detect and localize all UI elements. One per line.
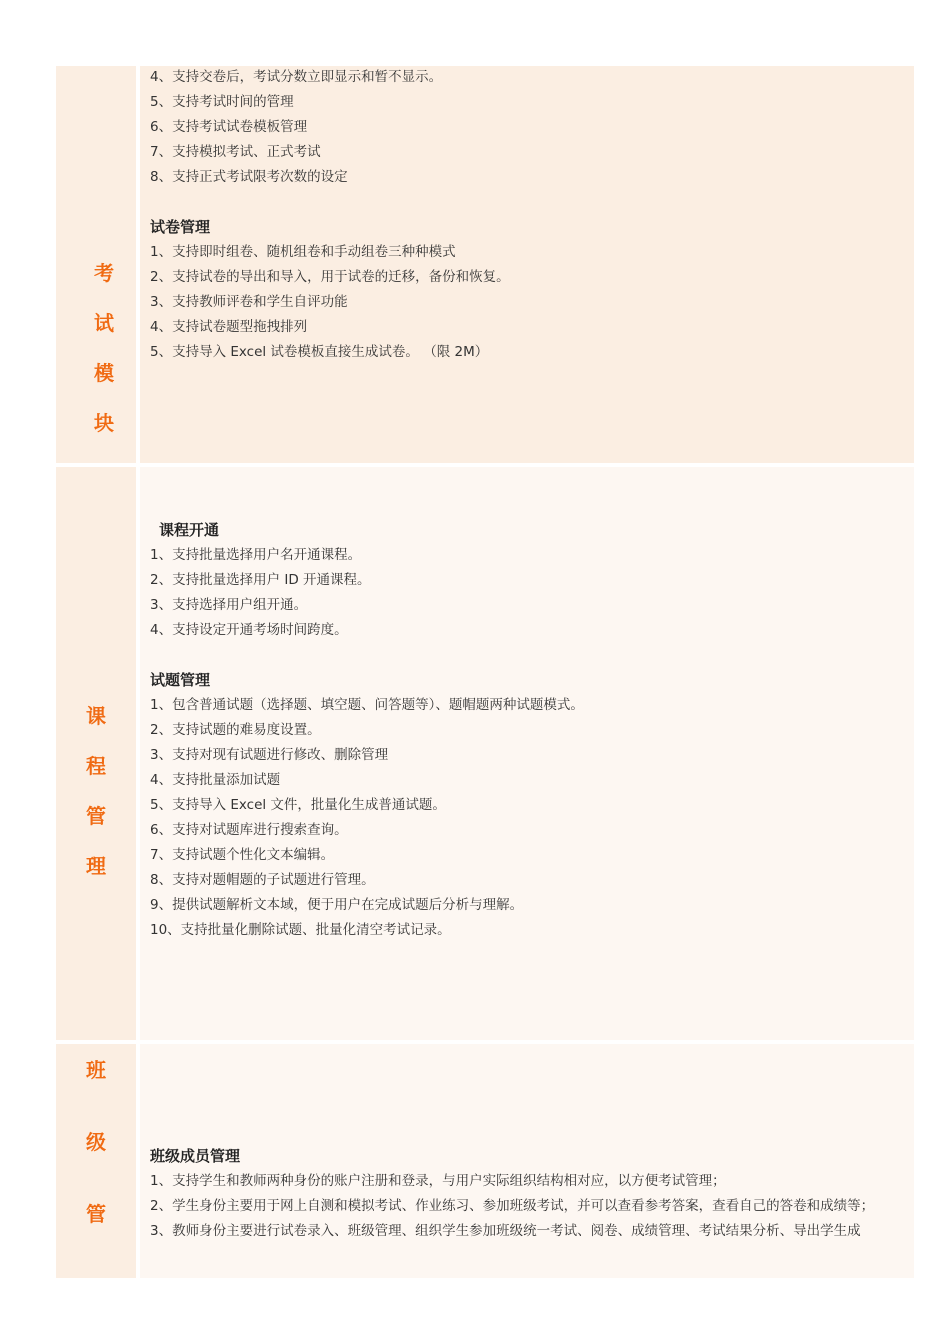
course-management-content: [140, 467, 914, 1040]
list-item: 7、支持模拟考试、正式考试: [150, 144, 321, 160]
class-management-label-char: 班: [86, 1058, 106, 1082]
list-item: 1、包含普通试题（选择题、填空题、问答题等）、题帽题两种试题模式。: [150, 697, 584, 713]
list-item: 4、支持试卷题型拖拽排列: [150, 319, 308, 335]
exam-module-label-char: 考: [94, 261, 114, 285]
class-member-management-heading: 班级成员管理: [150, 1147, 241, 1165]
class-management-label-char: 管: [86, 1202, 106, 1226]
list-item: 5、支持考试时间的管理: [150, 94, 294, 110]
list-item: 1、支持批量选择用户名开通课程。: [150, 547, 362, 563]
list-item: 4、支持设定开通考场时间跨度。: [150, 622, 348, 638]
exam-module-label-char: 模: [94, 361, 114, 385]
course-management-label-char: 课: [86, 704, 106, 728]
list-item: 4、支持批量添加试题: [150, 772, 281, 788]
course-management-list: [150, 518, 906, 943]
course-management-label-char: 程: [86, 754, 106, 778]
list-item: 2、学生身份主要用于网上自测和模拟考试、作业练习、参加班级考试，并可以查看参考答案，查看自己的答卷和成绩等；: [150, 1198, 875, 1214]
list-item: 7、支持试题个性化文本编辑。: [150, 847, 335, 863]
exam-module-label-char: 块: [94, 411, 114, 435]
class-member-list: [150, 1144, 906, 1244]
list-item: 3、支持选择用户组开通。: [150, 597, 308, 613]
course-management-label-char: 理: [86, 854, 106, 878]
question-management-heading: 试题管理: [150, 671, 211, 689]
list-item: 1、支持即时组卷、随机组卷和手动组卷三种种模式: [150, 244, 456, 260]
list-item: 8、支持对题帽题的子试题进行管理。: [150, 872, 375, 888]
course-management-label-char: 管: [86, 804, 106, 828]
list-item: 2、支持试卷的导出和导入，用于试卷的迁移，备份和恢复。: [150, 269, 510, 285]
list-item: 1、支持学生和教师两种身份的账户注册和登录，与用户实际组织结构相对应，以方便考试管理；: [150, 1173, 726, 1189]
list-item: 8、支持正式考试限考次数的设定: [150, 169, 348, 185]
list-item: 3、教师身份主要进行试卷录入、班级管理、组织学生参加班级统一考试、阅卷、成绩管理、考试结果分析、导出学生成: [150, 1223, 861, 1239]
exam-module-label-char: 试: [94, 311, 114, 335]
list-item: 4、支持交卷后，考试分数立即显示和暂不显示。: [150, 69, 443, 85]
class-management-label-char: 级: [86, 1130, 106, 1154]
list-item: 10、支持批量化删除试题、批量化清空考试记录。: [150, 922, 451, 938]
course-activation-heading: 课程开通: [159, 521, 220, 539]
class-management-label-cell: [56, 1044, 136, 1278]
exam-module-content: [140, 66, 914, 463]
paper-management-heading: 试卷管理: [150, 218, 211, 236]
exam-settings-list: [150, 65, 906, 365]
course-management-label-cell: [56, 467, 136, 1040]
exam-module-label-cell: [56, 66, 136, 463]
class-management-row: [56, 1044, 914, 1278]
list-item: 5、支持导入 Excel 试卷模板直接生成试卷。 （限 2M）: [150, 344, 489, 360]
list-item: 6、支持对试题库进行搜索查询。: [150, 822, 348, 838]
list-item: 9、提供试题解析文本域，便于用户在完成试题后分析与理解。: [150, 897, 524, 913]
list-item: 2、支持批量选择用户 ID 开通课程。: [150, 572, 371, 588]
list-item: 6、支持考试试卷模板管理: [150, 119, 308, 135]
list-item: 3、支持对现有试题进行修改、删除管理: [150, 747, 389, 763]
class-management-content: [140, 1044, 914, 1278]
list-item: 5、支持导入 Excel 文件，批量化生成普通试题。: [150, 797, 446, 813]
list-item: 2、支持试题的难易度设置。: [150, 722, 321, 738]
course-management-row: [56, 467, 914, 1040]
exam-module-row: [56, 66, 914, 463]
list-item: 3、支持教师评卷和学生自评功能: [150, 294, 348, 310]
